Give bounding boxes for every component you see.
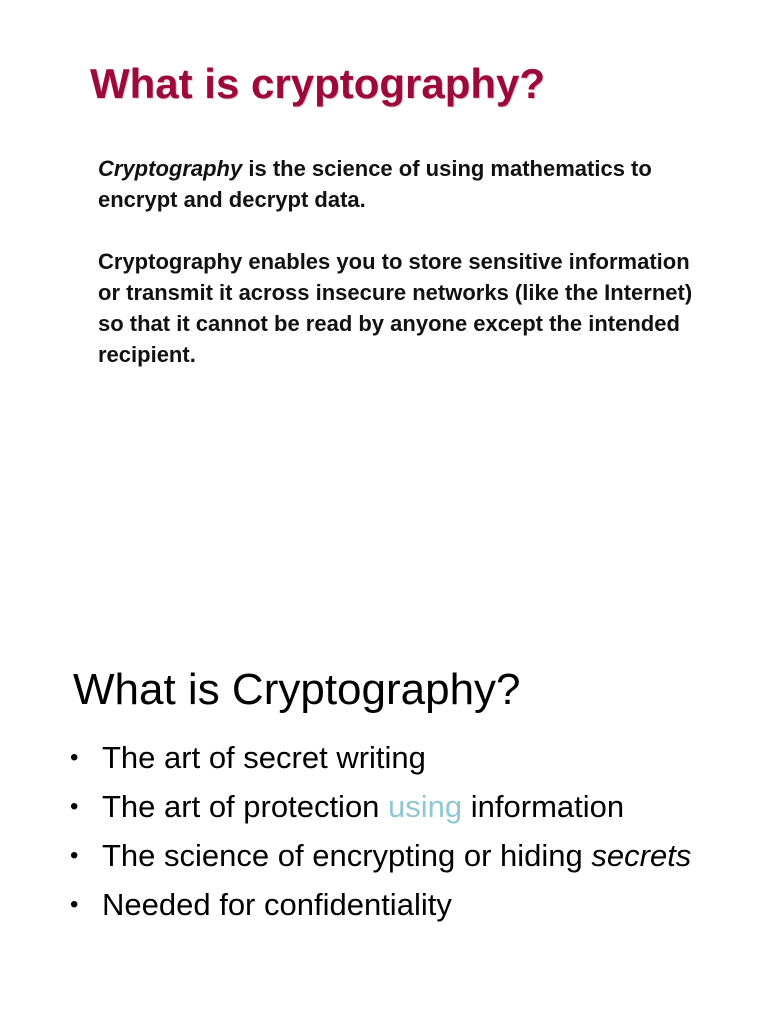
bullet-dot: • [70, 744, 79, 771]
paragraph-gap [98, 215, 698, 246]
definition-paragraph [98, 153, 698, 215]
bullet-text: information [462, 789, 625, 824]
bullet-item [70, 738, 750, 778]
bullet-item [70, 885, 750, 925]
bullet-item [70, 787, 750, 827]
slide-2-title: What is Cryptography? [73, 665, 521, 714]
bullet-text: The art of protection [102, 789, 389, 824]
usage-paragraph: Cryptography enables you to store sensitive information or transmit it across insecure networks (like the Internet) so that it cannot be read by anyone except the intended recipient. [98, 249, 693, 367]
slide-1-body [98, 153, 698, 370]
definition-text: is the science of using mathematics to encrypt and decrypt data. [98, 156, 652, 212]
slide-1-title: What is cryptography? [90, 60, 546, 107]
bullet-dot: • [70, 891, 79, 918]
bullet-dot: • [70, 842, 79, 869]
bullet-list [70, 738, 750, 934]
bullet-dot: • [70, 793, 79, 820]
italic-word: secrets [591, 838, 692, 873]
bullet-text: The art of secret writing [102, 740, 426, 775]
cryptography-term: Cryptography [98, 156, 243, 181]
highlighted-word: using [388, 789, 463, 824]
bullet-item [70, 836, 750, 876]
bullet-text: Needed for confidentiality [102, 887, 452, 922]
bullet-text: The science of encrypting or hiding [102, 838, 592, 873]
